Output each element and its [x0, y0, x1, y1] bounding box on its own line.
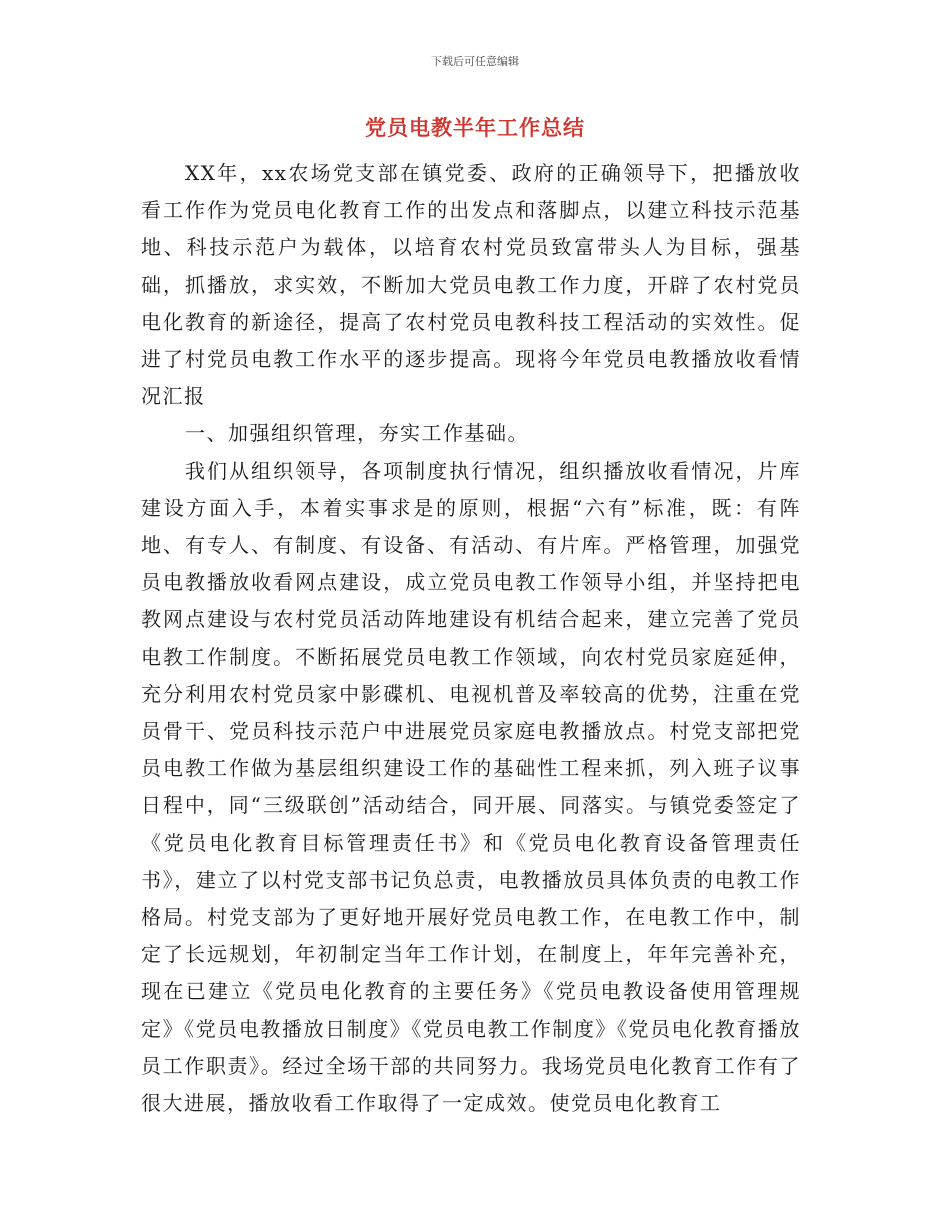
paragraph-intro: XX年，xx农场党支部在镇党委、政府的正确领导下，把播放收看工作作为党员电化教育工作的出发点和落脚点，以建立科技示范基地、科技示范户为载体，以培育农村党员致富带头人为目标，强基础，抓播放，求实效，不断加大党员电教工作力度，开辟了农村党员电化教育的新途径，提高了农村党员电教科技工程活动的实效性。促进了村党员电教工作水平的逐步提高。现将今年党员电教播放收看情况汇报: [141, 161, 801, 409]
section-heading: 一、加强组织管理，夯实工作基础。: [185, 421, 529, 446]
header-note: 下载后可任意编辑: [431, 55, 519, 68]
document-title: 党员电教半年工作总结: [365, 116, 585, 140]
document-body: [141, 155, 801, 1122]
paragraph-section-1: 我们从组织领导，各项制度执行情况，组织播放收看情况，片库建设方面入手，本着实事求是的原则，根据“六有”标准，既：有阵地、有专人、有制度、有设备、有活动、有片库。严格管理，加强党员电教播放收看网点建设，成立党员电教工作领导小组，并坚持把电教网点建设与农村党员活动阵地建设有机结合起来，建立完善了党员电教工作制度。不断拓展党员电教工作领域，向农村党员家庭延伸，充分利用农村党员家中影碟机、电视机普及率较高的优势，注重在党员骨干、党员科技示范户中进展党员家庭电教播放点。村党支部把党员电教工作做为基层组织建设工作的基础性工程来抓，列入班子议事日程中，同“三级联创”活动结合，同开展、同落实。与镇党委签定了《党员电化教育目标管理责任书》和《党员电化教育设备管理责任书》，建立了以村党支部书记负总责，电教播放员具体负责的电教工作格局。村党支部为了更好地开展好党员电教工作，在电教工作中，制定了长远规划，年初制定当年工作计划，在制度上，年年完善补充，现在已建立《党员电化教育的主要任务》《党员电教设备使用管理规定》《党员电教播放日制度》《党员电教工作制度》《党员电化教育播放员工作职责》。经过全场干部的共同努力。我场党员电化教育工作有了很大进展，播放收看工作取得了一定成效。使党员电化教育工: [141, 458, 801, 1116]
